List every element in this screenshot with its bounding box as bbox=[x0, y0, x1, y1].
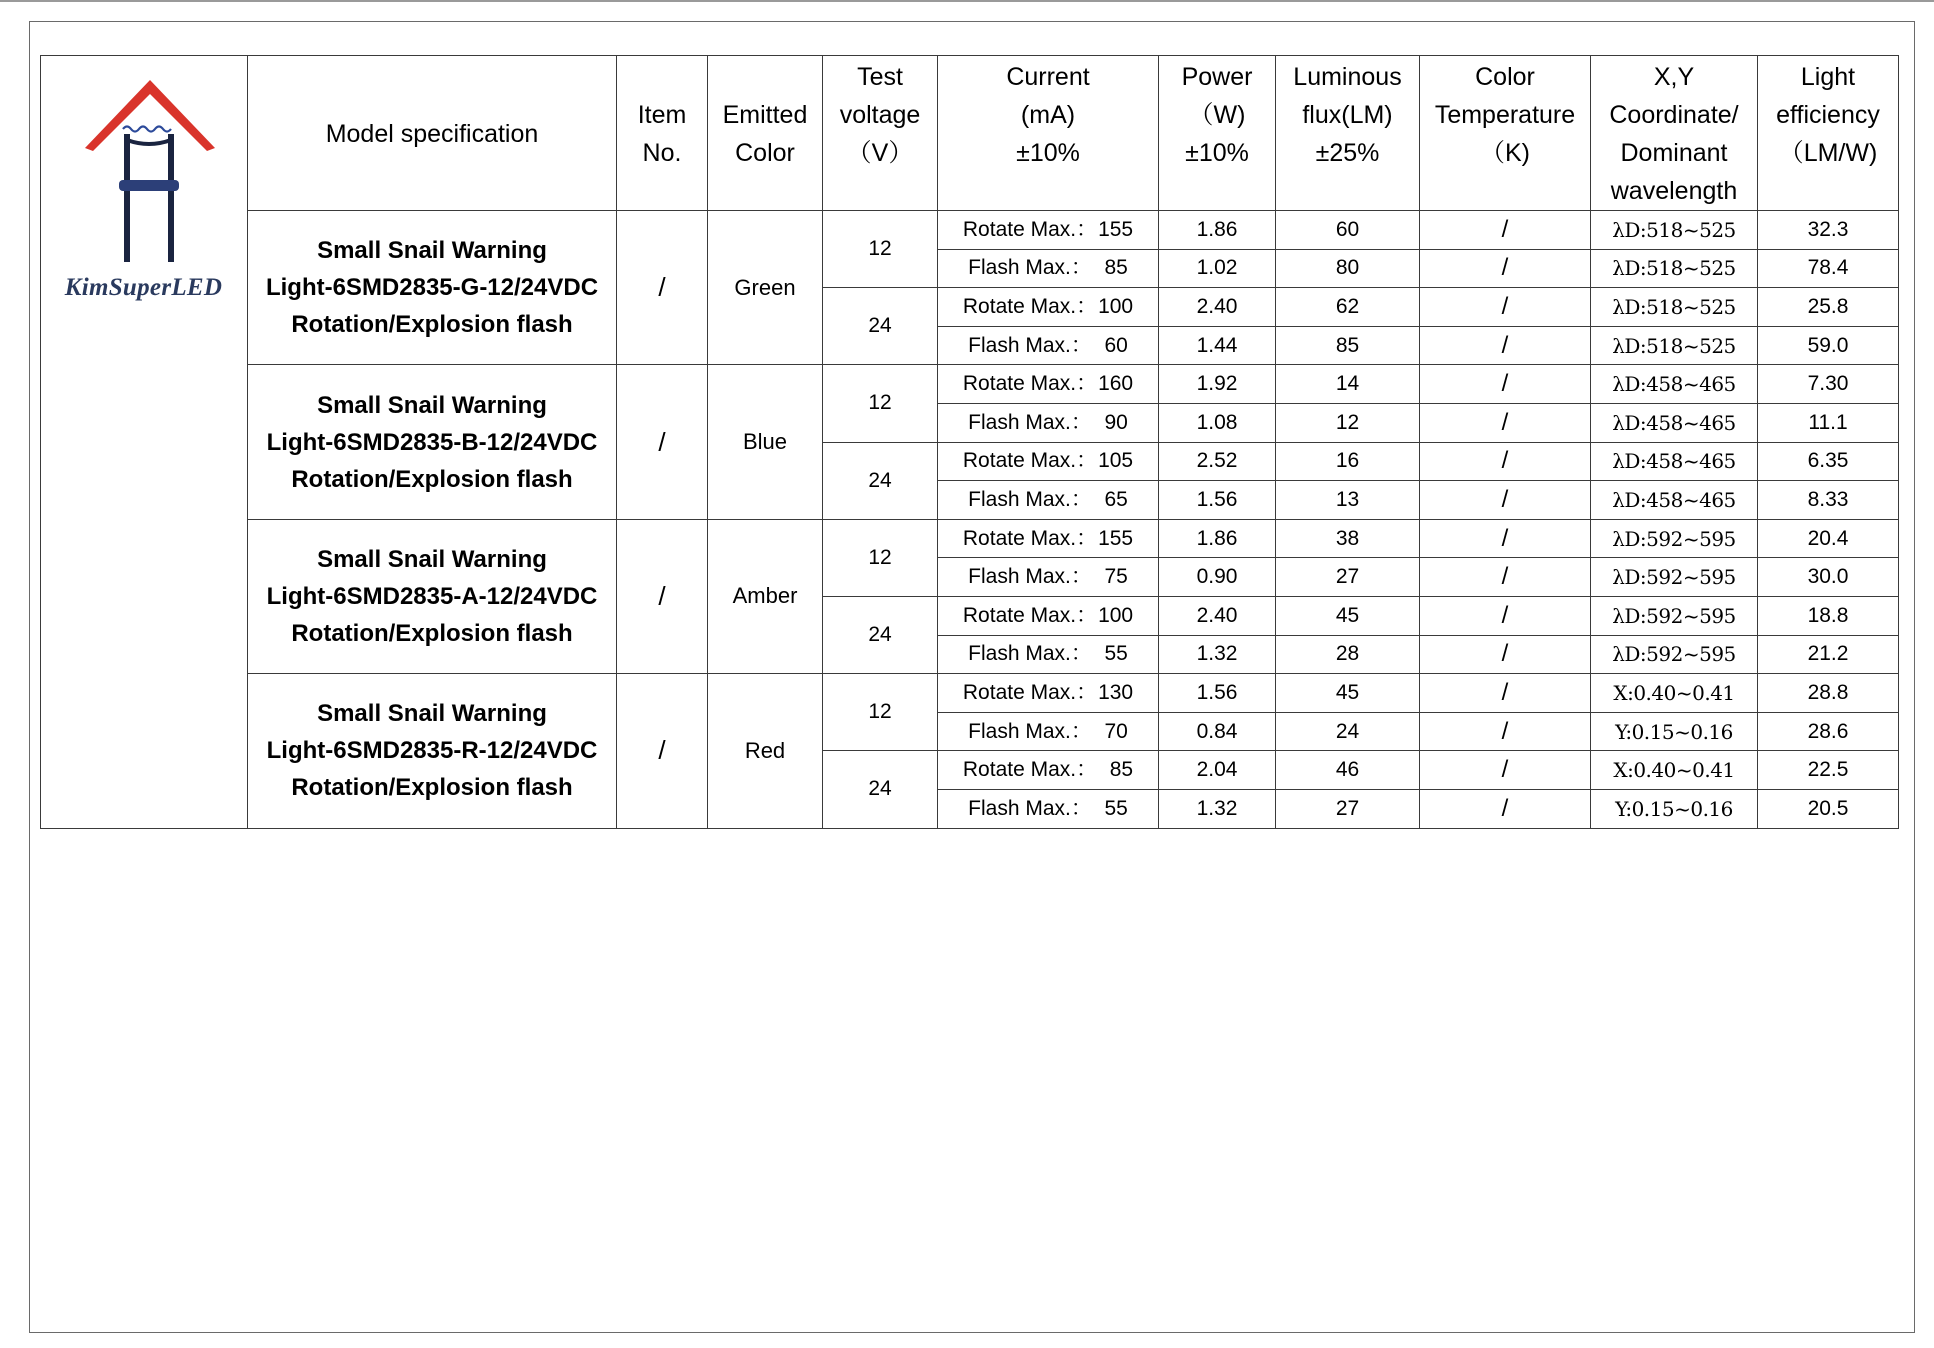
light-efficiency-cell: 18.8 bbox=[1758, 596, 1899, 635]
light-efficiency-cell: 20.4 bbox=[1758, 519, 1899, 558]
power-cell: 1.86 bbox=[1159, 519, 1276, 558]
luminous-flux-cell: 16 bbox=[1276, 442, 1420, 481]
header-efficiency bbox=[1758, 56, 1899, 211]
spec-table bbox=[40, 55, 1899, 829]
current-value: 105 bbox=[1098, 449, 1134, 473]
power-cell: 0.90 bbox=[1159, 558, 1276, 597]
lamp-logo-icon bbox=[41, 56, 246, 276]
light-efficiency-cell: 8.33 bbox=[1758, 481, 1899, 520]
luminous-flux-cell: 60 bbox=[1276, 211, 1420, 250]
test-voltage-cell: 12 bbox=[823, 211, 938, 288]
test-voltage-cell: 12 bbox=[823, 365, 938, 442]
xy-coordinate-cell: λD:518~525 bbox=[1591, 326, 1758, 365]
model-line1: Small Snail Warning bbox=[317, 700, 547, 728]
header-current bbox=[938, 56, 1159, 211]
item-no-cell: / bbox=[617, 674, 708, 828]
color-temperature-cell: / bbox=[1420, 365, 1591, 404]
color-temperature-cell: / bbox=[1420, 558, 1591, 597]
model-line3: Rotation/Explosion flash bbox=[291, 465, 573, 493]
color-temperature-cell: / bbox=[1420, 635, 1591, 674]
header-power-line1: Power bbox=[1181, 63, 1253, 91]
current-value: 60 bbox=[1104, 333, 1128, 357]
header-eff-line1: Light bbox=[1800, 63, 1856, 91]
current-value: 55 bbox=[1104, 796, 1128, 820]
xy-coordinate-cell: λD:592~595 bbox=[1591, 596, 1758, 635]
current-cell bbox=[938, 403, 1159, 442]
header-ct-line2: Temperature bbox=[1434, 101, 1576, 129]
current-label: Rotate Max.： bbox=[962, 217, 1098, 241]
current-cell bbox=[938, 481, 1159, 520]
color-temperature-cell: / bbox=[1420, 326, 1591, 365]
luminous-flux-cell: 62 bbox=[1276, 288, 1420, 327]
light-efficiency-cell: 6.35 bbox=[1758, 442, 1899, 481]
header-ct-line3: （K) bbox=[1479, 139, 1530, 167]
test-voltage-cell: 24 bbox=[823, 288, 938, 365]
color-temperature-cell: / bbox=[1420, 481, 1591, 520]
current-label: Flash Max.： bbox=[968, 796, 1092, 820]
luminous-flux-cell: 27 bbox=[1276, 558, 1420, 597]
color-temperature-cell: / bbox=[1420, 249, 1591, 288]
item-no-cell: / bbox=[617, 365, 708, 519]
xy-coordinate-cell: λD:458~465 bbox=[1591, 481, 1758, 520]
header-voltage-line2: voltage bbox=[839, 101, 921, 129]
light-efficiency-cell: 28.6 bbox=[1758, 712, 1899, 751]
model-line2: Light-6SMD2835-R-12/24VDC bbox=[266, 737, 598, 765]
current-label: Flash Max.： bbox=[968, 333, 1092, 357]
color-temperature-cell: / bbox=[1420, 288, 1591, 327]
header-ct-line1: Color bbox=[1475, 63, 1535, 91]
item-no-cell: / bbox=[617, 519, 708, 673]
header-color-line1: Emitted bbox=[722, 101, 808, 129]
current-cell bbox=[938, 712, 1159, 751]
color-temperature-cell: / bbox=[1420, 674, 1591, 713]
color-temperature-cell: / bbox=[1420, 403, 1591, 442]
current-label: Rotate Max.： bbox=[962, 449, 1098, 473]
current-value: 85 bbox=[1104, 256, 1128, 280]
header-item-line1: Item bbox=[637, 101, 687, 129]
xy-coordinate-cell: X:0.40~0.41 bbox=[1591, 674, 1758, 713]
power-cell: 1.56 bbox=[1159, 481, 1276, 520]
luminous-flux-cell: 14 bbox=[1276, 365, 1420, 404]
xy-coordinate-cell: X:0.40~0.41 bbox=[1591, 751, 1758, 790]
light-efficiency-cell: 25.8 bbox=[1758, 288, 1899, 327]
header-xy-coordinate bbox=[1591, 56, 1758, 211]
current-value: 155 bbox=[1098, 217, 1134, 241]
xy-coordinate-cell: λD:592~595 bbox=[1591, 635, 1758, 674]
xy-coordinate-cell: λD:458~465 bbox=[1591, 442, 1758, 481]
current-value: 100 bbox=[1098, 294, 1134, 318]
current-label: Rotate Max.： bbox=[962, 758, 1098, 782]
header-xy-line1: X,Y bbox=[1653, 63, 1695, 91]
luminous-flux-cell: 12 bbox=[1276, 403, 1420, 442]
test-voltage-cell: 24 bbox=[823, 442, 938, 519]
table-row bbox=[41, 674, 1899, 713]
current-value: 100 bbox=[1098, 603, 1134, 627]
light-efficiency-cell: 30.0 bbox=[1758, 558, 1899, 597]
current-value: 90 bbox=[1104, 410, 1128, 434]
table-row bbox=[41, 211, 1899, 250]
emitted-color-cell: Amber bbox=[708, 519, 823, 673]
current-value: 130 bbox=[1098, 680, 1134, 704]
current-cell bbox=[938, 442, 1159, 481]
luminous-flux-cell: 27 bbox=[1276, 789, 1420, 828]
header-current-line1: Current bbox=[1006, 63, 1090, 91]
header-flux bbox=[1276, 56, 1420, 211]
model-line2: Light-6SMD2835-B-12/24VDC bbox=[266, 428, 598, 456]
spec-body bbox=[41, 56, 1899, 829]
current-label: Flash Max.： bbox=[968, 642, 1092, 666]
current-label: Rotate Max.： bbox=[962, 294, 1098, 318]
current-cell bbox=[938, 635, 1159, 674]
light-efficiency-cell: 11.1 bbox=[1758, 403, 1899, 442]
header-row bbox=[41, 56, 1899, 211]
test-voltage-cell: 24 bbox=[823, 751, 938, 828]
current-label: Flash Max.： bbox=[968, 487, 1092, 511]
header-item bbox=[617, 56, 708, 211]
xy-coordinate-cell: λD:518~525 bbox=[1591, 249, 1758, 288]
logo-brand-text: KimSuperLED bbox=[64, 274, 223, 301]
current-cell bbox=[938, 211, 1159, 250]
light-efficiency-cell: 78.4 bbox=[1758, 249, 1899, 288]
emitted-color-cell: Red bbox=[708, 674, 823, 828]
color-temperature-cell: / bbox=[1420, 211, 1591, 250]
header-color-line2: Color bbox=[735, 139, 795, 167]
current-cell bbox=[938, 789, 1159, 828]
header-flux-line2: flux(LM) bbox=[1302, 101, 1393, 129]
table-row bbox=[41, 519, 1899, 558]
current-label: Rotate Max.： bbox=[962, 372, 1098, 396]
header-flux-line1: Luminous bbox=[1293, 63, 1402, 91]
header-flux-line3: ±25% bbox=[1315, 139, 1380, 167]
light-efficiency-cell: 20.5 bbox=[1758, 789, 1899, 828]
luminous-flux-cell: 28 bbox=[1276, 635, 1420, 674]
current-cell bbox=[938, 249, 1159, 288]
header-eff-line3: （LM/W) bbox=[1778, 139, 1878, 167]
header-current-line3: ±10% bbox=[1016, 139, 1080, 167]
luminous-flux-cell: 13 bbox=[1276, 481, 1420, 520]
color-temperature-cell: / bbox=[1420, 712, 1591, 751]
current-cell bbox=[938, 519, 1159, 558]
header-voltage-line3: （V） bbox=[846, 139, 914, 167]
xy-coordinate-cell: Y:0.15~0.16 bbox=[1591, 712, 1758, 751]
power-cell: 1.56 bbox=[1159, 674, 1276, 713]
header-voltage bbox=[823, 56, 938, 211]
current-label: Rotate Max.： bbox=[962, 526, 1098, 550]
header-eff-line2: efficiency bbox=[1776, 101, 1880, 129]
color-temperature-cell: / bbox=[1420, 751, 1591, 790]
top-rule bbox=[0, 0, 1934, 2]
test-voltage-cell: 12 bbox=[823, 674, 938, 751]
light-efficiency-cell: 59.0 bbox=[1758, 326, 1899, 365]
header-color bbox=[708, 56, 823, 211]
model-line2: Light-6SMD2835-A-12/24VDC bbox=[266, 582, 598, 610]
header-item-line2: No. bbox=[642, 139, 682, 167]
header-power-line3: ±10% bbox=[1185, 139, 1249, 167]
header-color-temperature bbox=[1420, 56, 1591, 211]
luminous-flux-cell: 45 bbox=[1276, 674, 1420, 713]
xy-coordinate-cell: λD:518~525 bbox=[1591, 211, 1758, 250]
light-efficiency-cell: 28.8 bbox=[1758, 674, 1899, 713]
power-cell: 1.92 bbox=[1159, 365, 1276, 404]
xy-coordinate-cell: λD:458~465 bbox=[1591, 365, 1758, 404]
header-power-line2: （W) bbox=[1188, 101, 1246, 129]
luminous-flux-cell: 46 bbox=[1276, 751, 1420, 790]
current-label: Rotate Max.： bbox=[962, 603, 1098, 627]
current-cell bbox=[938, 751, 1159, 790]
color-temperature-cell: / bbox=[1420, 442, 1591, 481]
color-temperature-cell: / bbox=[1420, 789, 1591, 828]
current-label: Flash Max.： bbox=[968, 719, 1092, 743]
current-label: Flash Max.： bbox=[968, 256, 1092, 280]
current-value: 160 bbox=[1098, 372, 1134, 396]
header-xy-line4: wavelength bbox=[1610, 177, 1738, 205]
model-line1: Small Snail Warning bbox=[317, 391, 547, 419]
model-line1: Small Snail Warning bbox=[317, 545, 547, 573]
color-temperature-cell: / bbox=[1420, 596, 1591, 635]
luminous-flux-cell: 80 bbox=[1276, 249, 1420, 288]
xy-coordinate-cell: λD:592~595 bbox=[1591, 558, 1758, 597]
luminous-flux-cell: 24 bbox=[1276, 712, 1420, 751]
power-cell: 2.52 bbox=[1159, 442, 1276, 481]
current-cell bbox=[938, 596, 1159, 635]
current-cell bbox=[938, 674, 1159, 713]
current-cell bbox=[938, 558, 1159, 597]
header-model-label: Model specification bbox=[325, 120, 539, 148]
current-value: 65 bbox=[1104, 487, 1128, 511]
model-line3: Rotation/Explosion flash bbox=[291, 774, 573, 802]
test-voltage-cell: 12 bbox=[823, 519, 938, 596]
table-row bbox=[41, 365, 1899, 404]
power-cell: 2.40 bbox=[1159, 596, 1276, 635]
emitted-color-cell: Blue bbox=[708, 365, 823, 519]
model-line1: Small Snail Warning bbox=[317, 237, 547, 265]
header-model bbox=[248, 56, 617, 211]
current-value: 70 bbox=[1104, 719, 1128, 743]
xy-coordinate-cell: λD:518~525 bbox=[1591, 288, 1758, 327]
xy-coordinate-cell: Y:0.15~0.16 bbox=[1591, 789, 1758, 828]
power-cell: 1.32 bbox=[1159, 635, 1276, 674]
current-value: 75 bbox=[1104, 565, 1128, 589]
logo-cell bbox=[41, 56, 248, 829]
model-line2: Light-6SMD2835-G-12/24VDC bbox=[265, 274, 599, 302]
test-voltage-cell: 24 bbox=[823, 596, 938, 673]
light-efficiency-cell: 22.5 bbox=[1758, 751, 1899, 790]
model-line3: Rotation/Explosion flash bbox=[291, 619, 573, 647]
power-cell: 1.32 bbox=[1159, 789, 1276, 828]
current-value: 155 bbox=[1098, 526, 1134, 550]
power-cell: 1.02 bbox=[1159, 249, 1276, 288]
header-current-line2: (mA) bbox=[1020, 101, 1076, 129]
emitted-color-cell: Green bbox=[708, 211, 823, 365]
power-cell: 2.40 bbox=[1159, 288, 1276, 327]
current-value: 85 bbox=[1109, 758, 1134, 782]
luminous-flux-cell: 38 bbox=[1276, 519, 1420, 558]
current-cell bbox=[938, 326, 1159, 365]
header-power bbox=[1159, 56, 1276, 211]
model-line3: Rotation/Explosion flash bbox=[291, 311, 573, 339]
luminous-flux-cell: 85 bbox=[1276, 326, 1420, 365]
luminous-flux-cell: 45 bbox=[1276, 596, 1420, 635]
header-xy-line3: Dominant bbox=[1620, 139, 1728, 167]
current-value: 55 bbox=[1104, 642, 1128, 666]
current-label: Rotate Max.： bbox=[962, 680, 1098, 704]
light-efficiency-cell: 21.2 bbox=[1758, 635, 1899, 674]
light-efficiency-cell: 32.3 bbox=[1758, 211, 1899, 250]
power-cell: 2.04 bbox=[1159, 751, 1276, 790]
power-cell: 1.86 bbox=[1159, 211, 1276, 250]
model-spec-cell bbox=[248, 365, 617, 519]
header-xy-line2: Coordinate/ bbox=[1609, 101, 1739, 129]
header-voltage-line1: Test bbox=[857, 63, 903, 91]
model-spec-cell bbox=[248, 211, 617, 365]
current-cell bbox=[938, 365, 1159, 404]
xy-coordinate-cell: λD:458~465 bbox=[1591, 403, 1758, 442]
model-spec-cell bbox=[248, 519, 617, 673]
xy-coordinate-cell: λD:592~595 bbox=[1591, 519, 1758, 558]
logo bbox=[41, 56, 246, 301]
color-temperature-cell: / bbox=[1420, 519, 1591, 558]
power-cell: 0.84 bbox=[1159, 712, 1276, 751]
current-cell bbox=[938, 288, 1159, 327]
model-spec-cell bbox=[248, 674, 617, 828]
power-cell: 1.08 bbox=[1159, 403, 1276, 442]
power-cell: 1.44 bbox=[1159, 326, 1276, 365]
item-no-cell: / bbox=[617, 211, 708, 365]
light-efficiency-cell: 7.30 bbox=[1758, 365, 1899, 404]
current-label: Flash Max.： bbox=[968, 565, 1092, 589]
current-label: Flash Max.： bbox=[968, 410, 1092, 434]
